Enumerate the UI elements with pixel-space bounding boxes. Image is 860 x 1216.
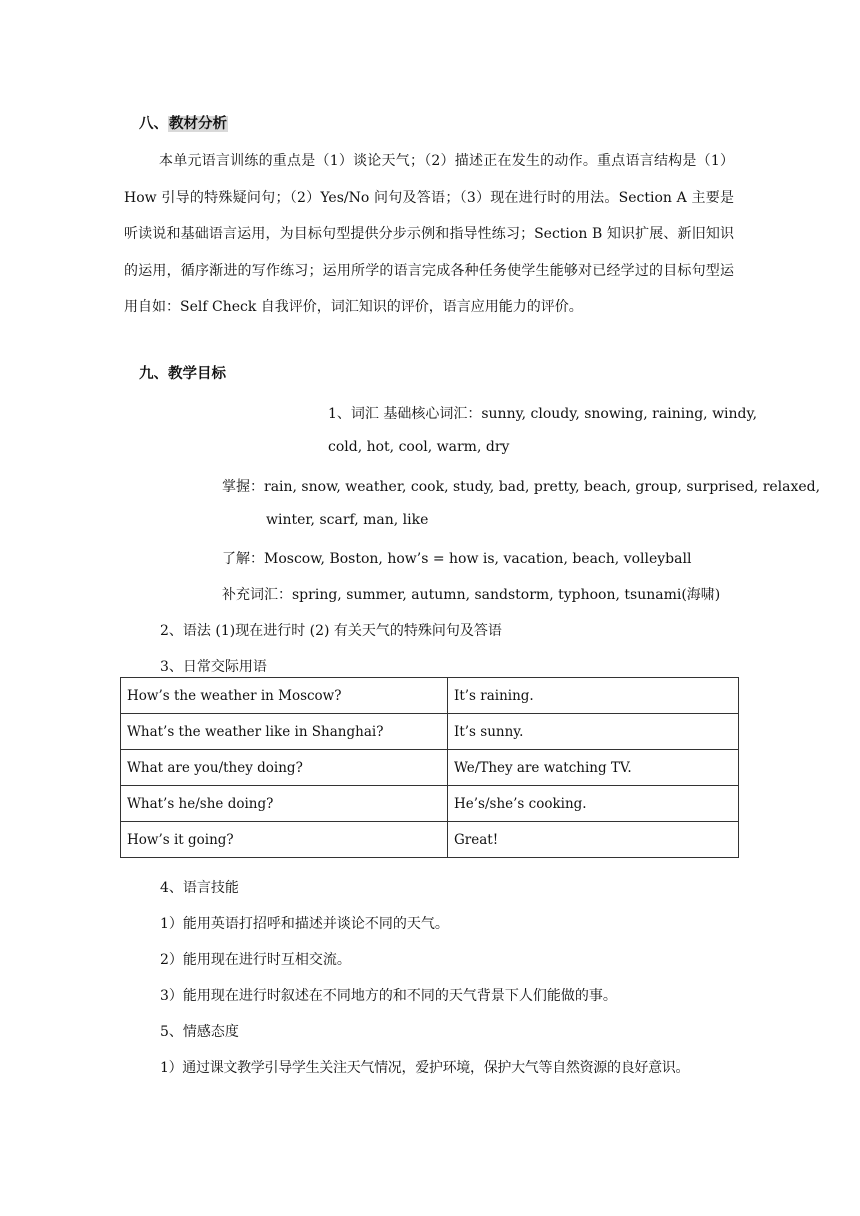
phrases-table xyxy=(120,677,739,858)
section-8-title: 教材分析 xyxy=(169,116,227,132)
table-row xyxy=(121,786,739,822)
vocab-master-line-1: 掌握：rain, snow, weather, cook, study, bad, pretty, beach, group, surprised, relaxed, xyxy=(222,479,821,495)
vocab-supplement-line: 补充词汇：spring, summer, autumn, sandstorm, typhoon, tsunami(海啸) xyxy=(222,587,721,603)
vocab-core-line-1: 1、词汇 基础核心词汇：sunny, cloudy, snowing, raining, windy, xyxy=(328,406,758,422)
section-8-prefix: 八、 xyxy=(139,116,168,132)
phrase-question: How’s it going? xyxy=(121,822,448,858)
phrase-question: What are you/they doing? xyxy=(121,750,448,786)
phrase-answer: We/They are watching TV. xyxy=(448,750,739,786)
vocab-master-line-2: winter, scarf, man, like xyxy=(266,512,429,528)
skill-item-3: 3）能用现在进行时叙述在不同地方的和不同的天气背景下人们能做的事。 xyxy=(160,988,617,1004)
vocab-understand-line: 了解：Moscow, Boston, how’s = how is, vacation, beach, volleyball xyxy=(222,551,692,567)
section-8-paragraph: 本单元语言训练的重点是（1）谈论天气；（2）描述正在发生的动作。重点语言结构是（1）How 引导的特殊疑问句；（2）Yes/No 问句及答语；（3）现在进行时的用法。Section A 主要是听读说和基础语言运用，为目标句型提供分步示例和指导性练习；Section B 知识扩展、新旧知识的运用，循序渐进的写作练习；运用所学的语言完成各种任务使学生能够对已经学过的目标句型运用自如：Self Check 自我评价，词汇知识的评价，语言应用能力的评价。 xyxy=(124,153,734,315)
phrase-answer: It’s raining. xyxy=(448,678,739,714)
skill-item-1: 1）能用英语打招呼和描述并谈论不同的天气。 xyxy=(160,916,449,932)
skills-heading: 4、语言技能 xyxy=(160,880,239,896)
grammar-line: 2、语法 (1)现在进行时 (2) 有关天气的特殊问句及答语 xyxy=(160,623,502,639)
vocab-core-line-2: cold, hot, cool, warm, dry xyxy=(328,439,510,455)
phrase-answer: It’s sunny. xyxy=(448,714,739,750)
attitude-heading: 5、情感态度 xyxy=(160,1024,239,1040)
phrases-heading: 3、日常交际用语 xyxy=(160,659,267,675)
phrase-answer: Great! xyxy=(448,822,739,858)
section-8-heading xyxy=(139,112,228,133)
table-row xyxy=(121,714,739,750)
attitude-item-1: 1）通过课文教学引导学生关注天气情况，爱护环境，保护大气等自然资源的良好意识。 xyxy=(160,1060,690,1076)
phrase-answer: He’s/she’s cooking. xyxy=(448,786,739,822)
section-9-heading: 九、教学目标 xyxy=(139,366,226,382)
phrase-question: What’s he/she doing? xyxy=(121,786,448,822)
skill-item-2: 2）能用现在进行时互相交流。 xyxy=(160,952,351,968)
table-row xyxy=(121,750,739,786)
table-row xyxy=(121,678,739,714)
phrase-question: What’s the weather like in Shanghai? xyxy=(121,714,448,750)
table-row xyxy=(121,822,739,858)
phrase-question: How’s the weather in Moscow? xyxy=(121,678,448,714)
